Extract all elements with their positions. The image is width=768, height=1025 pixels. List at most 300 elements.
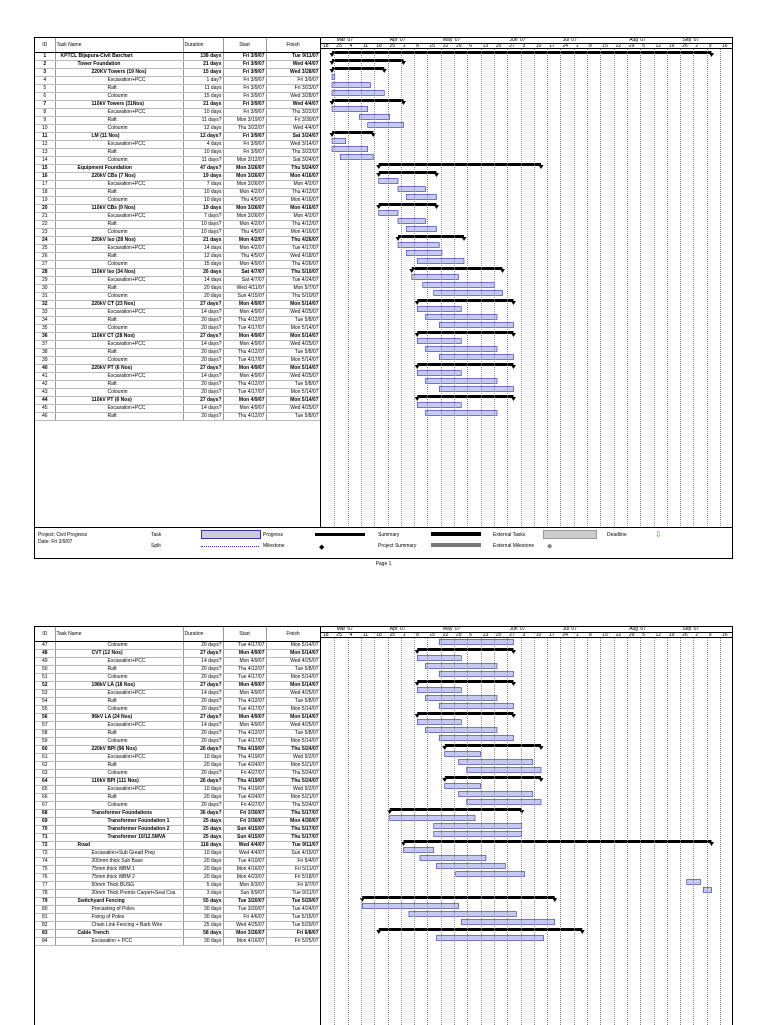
task-start: Thu 4/12/07: [223, 413, 266, 421]
task-id: 76: [35, 874, 55, 882]
task-bar[interactable]: [426, 728, 498, 733]
table-row[interactable]: [35, 898, 320, 906]
task-name: Excavation+PCC: [55, 405, 183, 413]
task-bar[interactable]: [459, 760, 533, 765]
table-row[interactable]: [35, 189, 320, 197]
summary-bar[interactable]: [445, 776, 541, 779]
task-duration: 30 days: [183, 938, 223, 946]
table-row[interactable]: [35, 221, 320, 229]
task-finish: Fri 3/9/07: [266, 77, 320, 85]
task-start: Mon 3/26/07: [223, 930, 266, 938]
table-row[interactable]: [35, 333, 320, 341]
task-name: Raft: [55, 221, 183, 229]
task-start: Sun 4/15/07: [223, 834, 266, 842]
task-name: Raft: [55, 189, 183, 197]
table-row[interactable]: [35, 149, 320, 157]
task-duration: 20 days: [183, 762, 223, 770]
task-name: 96kV LA (24 Nos): [55, 714, 183, 722]
week-gridline: [547, 49, 548, 558]
task-bar[interactable]: [456, 872, 525, 877]
summary-bar[interactable]: [404, 840, 712, 843]
task-id: 56: [35, 714, 55, 722]
task-bar[interactable]: [437, 936, 544, 941]
table-row[interactable]: [35, 938, 320, 946]
task-bar[interactable]: [426, 696, 498, 701]
task-duration: 20 days?: [183, 325, 223, 333]
task-duration: 25 days: [183, 834, 223, 842]
summary-bar[interactable]: [332, 67, 384, 70]
task-bar[interactable]: [426, 379, 498, 384]
task-finish: Fri 5/11/07: [266, 866, 320, 874]
summary-bar[interactable]: [332, 59, 404, 62]
header-task-name[interactable]: Task Name: [55, 38, 183, 53]
task-id: 70: [35, 826, 55, 834]
table-row[interactable]: [35, 754, 320, 762]
summary-bar[interactable]: [417, 648, 513, 651]
table-row[interactable]: [35, 642, 320, 650]
task-bar[interactable]: [439, 387, 513, 392]
week-gridline: [427, 638, 428, 1025]
table-row[interactable]: [35, 309, 320, 317]
table-row[interactable]: [35, 389, 320, 397]
timescale-month: May '07: [443, 626, 461, 632]
task-bar[interactable]: [423, 283, 495, 288]
task-start: Tue 4/24/07: [223, 794, 266, 802]
task-name: Excavation+PCC: [55, 77, 183, 85]
task-duration: 12 days?: [183, 133, 223, 141]
task-id: 6: [35, 93, 55, 101]
legend-progress-label: Progress: [263, 532, 284, 538]
table-row[interactable]: [35, 285, 320, 293]
task-bar[interactable]: [467, 800, 541, 805]
task-bar[interactable]: [439, 736, 513, 741]
task-id: 42: [35, 381, 55, 389]
task-bar[interactable]: [332, 91, 384, 96]
week-gridline: [414, 638, 415, 1025]
task-name: 20mm Thick Premix Carpet+Seal Coa: [55, 890, 183, 898]
table-row[interactable]: [35, 674, 320, 682]
task-duration: 20 days: [183, 285, 223, 293]
task-duration: 138 days: [183, 53, 223, 61]
task-duration: 7 days?: [183, 213, 223, 221]
table-row[interactable]: [35, 133, 320, 141]
summary-bar[interactable]: [362, 896, 555, 899]
table-header-2: [35, 627, 320, 642]
table-row[interactable]: [35, 738, 320, 746]
task-duration: 27 days?: [183, 650, 223, 658]
week-gridline: [614, 49, 615, 558]
summary-bar[interactable]: [417, 712, 513, 715]
task-finish: Fri 5/4/07: [266, 858, 320, 866]
summary-bar[interactable]: [445, 744, 541, 747]
task-duration: 20 days?: [183, 357, 223, 365]
task-start: Thu 4/12/07: [223, 317, 266, 325]
table-row[interactable]: [35, 826, 320, 834]
task-id: 8: [35, 109, 55, 117]
timescale-week: 17: [549, 632, 555, 638]
table-row[interactable]: [35, 714, 320, 722]
task-start: Mon 4/23/07: [223, 874, 266, 882]
table-row[interactable]: [35, 842, 320, 850]
header-duration[interactable]: Duration: [183, 38, 223, 53]
table-row[interactable]: [35, 357, 320, 365]
summary-end-marker: [462, 237, 467, 241]
task-duration: 1 day?: [183, 77, 223, 85]
table-row[interactable]: [35, 109, 320, 117]
table-row[interactable]: [35, 365, 320, 373]
table-row[interactable]: [35, 245, 320, 253]
task-bar[interactable]: [406, 195, 436, 200]
task-id: 27: [35, 261, 55, 269]
table-row[interactable]: [35, 922, 320, 930]
table-row[interactable]: [35, 930, 320, 938]
table-row[interactable]: [35, 682, 320, 690]
task-finish: Mon 5/14/07: [266, 714, 320, 722]
task-duration: 20 days: [183, 794, 223, 802]
table-row[interactable]: [35, 341, 320, 349]
table-row[interactable]: [35, 834, 320, 842]
task-id: 16: [35, 173, 55, 181]
summary-bar[interactable]: [417, 680, 513, 683]
task-bar[interactable]: [439, 704, 513, 709]
table-row[interactable]: [35, 165, 320, 173]
table-row[interactable]: [35, 53, 320, 61]
table-row[interactable]: [35, 666, 320, 674]
table-row[interactable]: [35, 650, 320, 658]
table-row[interactable]: [35, 101, 320, 109]
table-row[interactable]: [35, 658, 320, 666]
timescale-week: 3: [522, 632, 526, 638]
task-bar[interactable]: [406, 227, 436, 232]
header-duration-2[interactable]: Duration: [183, 627, 223, 642]
table-row[interactable]: [35, 325, 320, 333]
task-bar[interactable]: [412, 275, 459, 280]
task-duration: 55 days: [183, 898, 223, 906]
week-gridline: [627, 638, 628, 1025]
timescale-month: Jul '07: [562, 626, 577, 632]
header-finish-2[interactable]: Finish: [266, 627, 320, 642]
summary-bar[interactable]: [390, 808, 522, 811]
table-row[interactable]: [35, 293, 320, 301]
table-row[interactable]: [35, 61, 320, 69]
task-bar[interactable]: [332, 147, 368, 152]
task-bar[interactable]: [340, 155, 373, 160]
table-row[interactable]: [35, 850, 320, 858]
timescale-week: 29: [628, 43, 635, 49]
task-bar[interactable]: [406, 251, 442, 256]
timescale-week: 25: [389, 632, 396, 638]
week-gridline: [627, 49, 628, 558]
task-name: Coloumn: [55, 802, 183, 810]
task-bar[interactable]: [409, 912, 516, 917]
table-row[interactable]: [35, 706, 320, 714]
task-start: Mon 4/9/07: [223, 261, 266, 269]
task-name: Coloumn: [55, 93, 183, 101]
table-row[interactable]: [35, 77, 320, 85]
header-task-name-2[interactable]: Task Name: [55, 627, 183, 642]
timescale-month: Aug '07: [629, 626, 646, 632]
summary-bar[interactable]: [417, 299, 513, 302]
table-row[interactable]: [35, 818, 320, 826]
legend-summary-label: Summary: [378, 532, 400, 538]
table-row[interactable]: [35, 85, 320, 93]
task-name: Transformer 10/12.5MVA: [55, 834, 183, 842]
summary-bar[interactable]: [417, 331, 513, 334]
table-row[interactable]: [35, 858, 320, 866]
task-bar[interactable]: [426, 411, 498, 416]
task-id: 7: [35, 101, 55, 109]
task-finish: Fri 3/30/07: [266, 117, 320, 125]
task-finish: Wed 4/25/07: [266, 722, 320, 730]
task-name: Excavation+PCC: [55, 109, 183, 117]
table-row[interactable]: [35, 205, 320, 213]
summary-end-marker: [376, 165, 381, 169]
task-name: Cable Trench: [55, 930, 183, 938]
task-finish: Wed 4/18/07: [266, 253, 320, 261]
task-bar[interactable]: [332, 83, 371, 88]
table-row[interactable]: [35, 277, 320, 285]
task-id: 3: [35, 69, 55, 77]
table-row[interactable]: [35, 882, 320, 890]
task-bar[interactable]: [404, 848, 434, 853]
task-start: Thu 4/19/07: [223, 754, 266, 762]
task-id: 44: [35, 397, 55, 405]
summary-bar[interactable]: [332, 131, 373, 134]
task-finish: Wed 3/14/07: [266, 141, 320, 149]
task-bar[interactable]: [332, 107, 368, 112]
task-finish: Tue 9/11/07: [266, 890, 320, 898]
table-row[interactable]: [35, 117, 320, 125]
task-duration: 20 days?: [183, 730, 223, 738]
task-bar[interactable]: [467, 768, 541, 773]
table-row[interactable]: [35, 301, 320, 309]
task-name: Coloumn: [55, 325, 183, 333]
task-bar[interactable]: [459, 792, 533, 797]
task-name: Raft: [55, 85, 183, 93]
task-bar[interactable]: [439, 640, 513, 645]
week-gridline: [600, 49, 601, 558]
summary-bar[interactable]: [412, 267, 503, 270]
table-row[interactable]: [35, 413, 320, 421]
task-name: 110kV CBs (9 Nos): [55, 205, 183, 213]
task-bar[interactable]: [439, 355, 513, 360]
task-id: 5: [35, 85, 55, 93]
task-start: Fri 3/9/07: [223, 149, 266, 157]
table-row[interactable]: [35, 93, 320, 101]
task-name: KPTCL Bijapura-Civil Barchart: [55, 53, 183, 61]
summary-bar[interactable]: [379, 163, 541, 166]
timescale-week: 18: [323, 632, 329, 638]
task-id: 1: [35, 53, 55, 61]
header-finish[interactable]: Finish: [266, 38, 320, 53]
table-row[interactable]: [35, 762, 320, 770]
task-finish: Mon 5/14/07: [266, 397, 320, 405]
week-gridline: [693, 49, 694, 558]
table-row[interactable]: [35, 69, 320, 77]
task-name: Excavation+PCC: [55, 658, 183, 666]
timescale-week: 16: [722, 43, 728, 49]
task-duration: 26 days: [183, 269, 223, 277]
table-row[interactable]: [35, 405, 320, 413]
task-finish: Mon 4/2/07: [266, 213, 320, 221]
timescale-week: 25: [336, 632, 342, 638]
task-name: 220kV PT (6 Nos): [55, 365, 183, 373]
table-row[interactable]: [35, 397, 320, 405]
task-duration: 20 days?: [183, 666, 223, 674]
week-gridline: [454, 49, 455, 558]
task-duration: 10 days: [183, 189, 223, 197]
task-finish: Mon 5/14/07: [266, 738, 320, 746]
table-row[interactable]: [35, 269, 320, 277]
timescale-week: 4: [349, 632, 353, 638]
table-row[interactable]: [35, 197, 320, 205]
task-start: Fri 3/9/07: [223, 61, 266, 69]
table-row[interactable]: [35, 253, 320, 261]
table-row[interactable]: [35, 317, 320, 325]
task-start: Fri 3/9/07: [223, 109, 266, 117]
task-bar[interactable]: [368, 123, 404, 128]
task-finish: Wed 4/25/07: [266, 373, 320, 381]
table-row[interactable]: [35, 698, 320, 706]
table-row[interactable]: [35, 173, 320, 181]
gantt-page-2: [34, 626, 733, 1025]
task-start: Mon 4/9/07: [223, 301, 266, 309]
table-row[interactable]: [35, 157, 320, 165]
task-finish: Wed 5/2/07: [266, 754, 320, 762]
task-start: Thu 4/12/07: [223, 381, 266, 389]
summary-bar[interactable]: [332, 51, 712, 54]
header-start[interactable]: Start: [223, 38, 266, 53]
task-bar[interactable]: [426, 347, 498, 352]
task-bar[interactable]: [398, 219, 426, 224]
task-bar[interactable]: [439, 323, 513, 328]
task-bar[interactable]: [426, 315, 498, 320]
table-row[interactable]: [35, 722, 320, 730]
legend-milestone-label: Milestone: [263, 543, 285, 549]
table-row[interactable]: [35, 914, 320, 922]
task-bar[interactable]: [434, 824, 522, 829]
task-name: Excavation+PCC: [55, 309, 183, 317]
table-row[interactable]: [35, 373, 320, 381]
table-row[interactable]: [35, 213, 320, 221]
table-row[interactable]: [35, 730, 320, 738]
header-id[interactable]: ID: [35, 38, 55, 53]
task-bar[interactable]: [445, 752, 481, 757]
task-name: Excavation+PCC: [55, 245, 183, 253]
task-bar[interactable]: [390, 816, 475, 821]
table-row[interactable]: [35, 906, 320, 914]
task-start: Mon 4/9/07: [223, 658, 266, 666]
table-row[interactable]: [35, 229, 320, 237]
task-id: 19: [35, 197, 55, 205]
task-name: 220kV CT (23 Nos): [55, 301, 183, 309]
task-bar[interactable]: [362, 904, 458, 909]
table-row[interactable]: [35, 866, 320, 874]
task-start: Thu 4/19/07: [223, 786, 266, 794]
task-id: 51: [35, 674, 55, 682]
task-id: 52: [35, 682, 55, 690]
task-finish: Fri 5/25/07: [266, 938, 320, 946]
task-duration: 20 days: [183, 866, 223, 874]
task-duration: 10 days: [183, 109, 223, 117]
week-gridline: [614, 638, 615, 1025]
gantt-bars-2: [321, 638, 733, 942]
task-bar[interactable]: [398, 243, 439, 248]
week-gridline: [600, 638, 601, 1025]
task-bar[interactable]: [398, 187, 426, 192]
task-duration: 14 days?: [183, 341, 223, 349]
table-row[interactable]: [35, 794, 320, 802]
table-row[interactable]: [35, 261, 320, 269]
task-start: Thu 3/22/07: [223, 125, 266, 133]
table-row[interactable]: [35, 874, 320, 882]
table-row[interactable]: [35, 810, 320, 818]
week-gridline: [547, 638, 548, 1025]
week-gridline: [574, 49, 575, 558]
table-row[interactable]: [35, 690, 320, 698]
table-row[interactable]: [35, 349, 320, 357]
table-row[interactable]: [35, 786, 320, 794]
task-start: Tue 4/17/07: [223, 738, 266, 746]
table-row[interactable]: [35, 237, 320, 245]
task-bar[interactable]: [445, 784, 481, 789]
timescale-week: 4: [349, 43, 353, 49]
week-gridline: [560, 638, 561, 1025]
task-bar[interactable]: [426, 664, 498, 669]
task-finish: Mon 5/14/07: [266, 706, 320, 714]
task-duration: 14 days?: [183, 309, 223, 317]
table-row[interactable]: [35, 890, 320, 898]
table-row[interactable]: [35, 381, 320, 389]
task-finish: Sat 3/24/07: [266, 157, 320, 165]
task-name: Coloumn: [55, 770, 183, 778]
task-duration: 5 days: [183, 882, 223, 890]
header-start-2[interactable]: Start: [223, 627, 266, 642]
table-row[interactable]: [35, 778, 320, 786]
summary-bar[interactable]: [417, 363, 513, 366]
task-duration: 26 days?: [183, 746, 223, 754]
header-id-2[interactable]: ID: [35, 627, 55, 642]
timescale-week: 1: [402, 632, 406, 638]
table-row[interactable]: [35, 141, 320, 149]
task-bar[interactable]: [437, 864, 506, 869]
table-row[interactable]: [35, 770, 320, 778]
task-bar[interactable]: [439, 672, 513, 677]
table-row[interactable]: [35, 802, 320, 810]
task-start: Fri 3/9/07: [223, 69, 266, 77]
summary-bar[interactable]: [332, 99, 404, 102]
summary-bar[interactable]: [417, 395, 513, 398]
task-finish: Mon 5/14/07: [266, 333, 320, 341]
task-duration: 12 days: [183, 125, 223, 133]
task-name: Coloumn: [55, 229, 183, 237]
task-table: [35, 38, 321, 421]
summary-end-marker: [539, 778, 544, 782]
task-id: 58: [35, 730, 55, 738]
table-row[interactable]: [35, 181, 320, 189]
table-row[interactable]: [35, 746, 320, 754]
task-bar[interactable]: [420, 856, 486, 861]
summary-end-marker: [434, 173, 439, 177]
task-duration: 20 days?: [183, 642, 223, 650]
task-name: Raft: [55, 349, 183, 357]
table-row[interactable]: [35, 125, 320, 133]
task-start: Thu 4/12/07: [223, 730, 266, 738]
week-gridline: [348, 49, 349, 558]
task-duration: 20 days?: [183, 770, 223, 778]
task-bar[interactable]: [434, 832, 522, 837]
task-finish: Tue 9/11/07: [266, 842, 320, 850]
